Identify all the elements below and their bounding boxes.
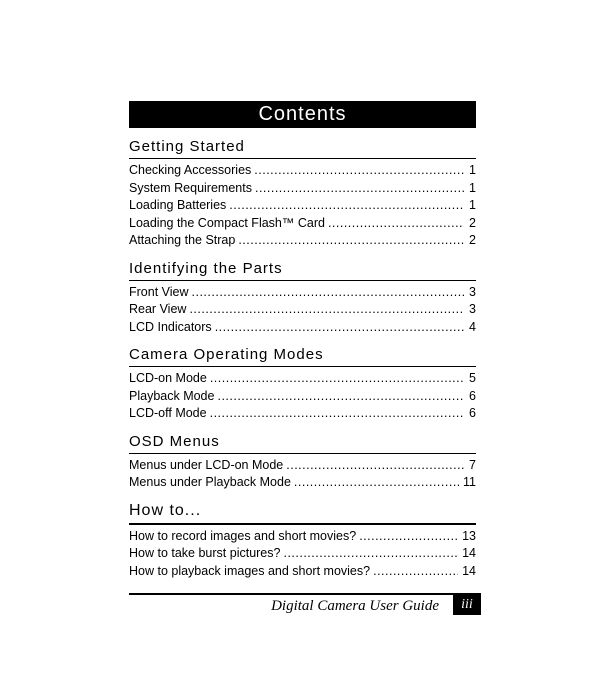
dot-leader [286, 457, 464, 475]
toc-entry[interactable] [129, 388, 476, 406]
toc-entry-label: Menus under Playback Mode [129, 475, 291, 489]
toc-entry[interactable] [129, 370, 476, 388]
section-title: Getting Started [129, 137, 476, 159]
section-identifying-the-parts [129, 259, 476, 337]
section-title: Camera Operating Modes [129, 345, 476, 367]
toc-entry-page: 13 [462, 528, 476, 543]
toc-entry-page: 1 [469, 180, 476, 195]
footer-page-number: iii [453, 595, 481, 615]
toc-entry[interactable] [129, 232, 476, 250]
toc-entry-page: 2 [469, 215, 476, 230]
toc-entry[interactable] [129, 215, 476, 233]
toc-entry[interactable] [129, 284, 476, 302]
toc-entry-label: Front View [129, 284, 189, 299]
toc-entry-page: 4 [469, 319, 476, 334]
dot-leader [189, 301, 464, 319]
dot-leader [328, 215, 464, 233]
toc-entry-label: LCD Indicators [129, 319, 212, 334]
dot-leader [210, 370, 464, 388]
toc-entry-label: Checking Accessories [129, 163, 252, 177]
toc-entry[interactable] [129, 162, 476, 180]
toc-entry-page: 14 [462, 563, 476, 578]
toc-entry-label: Loading Batteries [129, 198, 227, 212]
dot-leader [255, 180, 464, 198]
dot-leader [210, 405, 464, 423]
toc-entry-page: 1 [469, 163, 476, 177]
table-of-contents [129, 101, 476, 580]
toc-entry-page: 14 [462, 546, 476, 560]
toc-entry-page: 6 [469, 388, 476, 403]
toc-entry-label: How to playback images and short movies? [129, 563, 371, 578]
toc-entry-label: How to record images and short movies? [129, 528, 357, 543]
toc-entry[interactable] [129, 319, 476, 337]
toc-entry[interactable] [129, 457, 476, 475]
toc-entry-label: LCD-off Mode [129, 406, 207, 420]
dot-leader [373, 563, 458, 581]
toc-entry-page: 5 [469, 371, 476, 385]
section-camera-operating-modes [129, 345, 476, 423]
section-how-to [129, 501, 476, 581]
toc-entry[interactable] [129, 563, 476, 581]
toc-entry-page: 7 [469, 457, 476, 472]
toc-entry-label: Rear View [129, 302, 187, 316]
toc-entry-page: 1 [469, 198, 476, 212]
toc-entry-page: 2 [469, 233, 476, 247]
toc-entry-label: Menus under LCD-on Mode [129, 457, 284, 472]
toc-entry-page: 3 [469, 302, 476, 316]
toc-entry[interactable] [129, 197, 476, 215]
dot-leader [229, 197, 464, 215]
toc-entry-label: Playback Mode [129, 388, 215, 403]
section-title: Identifying the Parts [129, 259, 476, 281]
dot-leader [294, 474, 459, 492]
toc-entry[interactable] [129, 474, 476, 492]
dot-leader [283, 545, 458, 563]
dot-leader [217, 388, 464, 406]
toc-entry[interactable] [129, 180, 476, 198]
dot-leader [238, 232, 464, 250]
toc-entry-page: 11 [463, 475, 476, 489]
dot-leader [254, 162, 464, 180]
toc-entry-page: 3 [469, 284, 476, 299]
section-title: OSD Menus [129, 432, 476, 454]
dot-leader [359, 528, 458, 546]
section-osd-menus [129, 432, 476, 492]
toc-entry-page: 6 [469, 406, 476, 420]
toc-entry-label: Attaching the Strap [129, 233, 236, 247]
toc-entry-label: System Requirements [129, 180, 252, 195]
toc-entry[interactable] [129, 545, 476, 563]
toc-entry[interactable] [129, 528, 476, 546]
footer-guide-title: Digital Camera User Guide [271, 598, 439, 614]
toc-entry-label: LCD-on Mode [129, 371, 207, 385]
section-title: How to... [129, 501, 476, 525]
toc-entry[interactable] [129, 301, 476, 319]
contents-heading: Contents [129, 101, 476, 128]
section-getting-started [129, 137, 476, 250]
page-footer [129, 593, 481, 617]
toc-entry-label: How to take burst pictures? [129, 546, 281, 560]
dot-leader [192, 284, 464, 302]
toc-entry-label: Loading the Compact Flash™ Card [129, 215, 325, 230]
toc-entry[interactable] [129, 405, 476, 423]
dot-leader [215, 319, 464, 337]
